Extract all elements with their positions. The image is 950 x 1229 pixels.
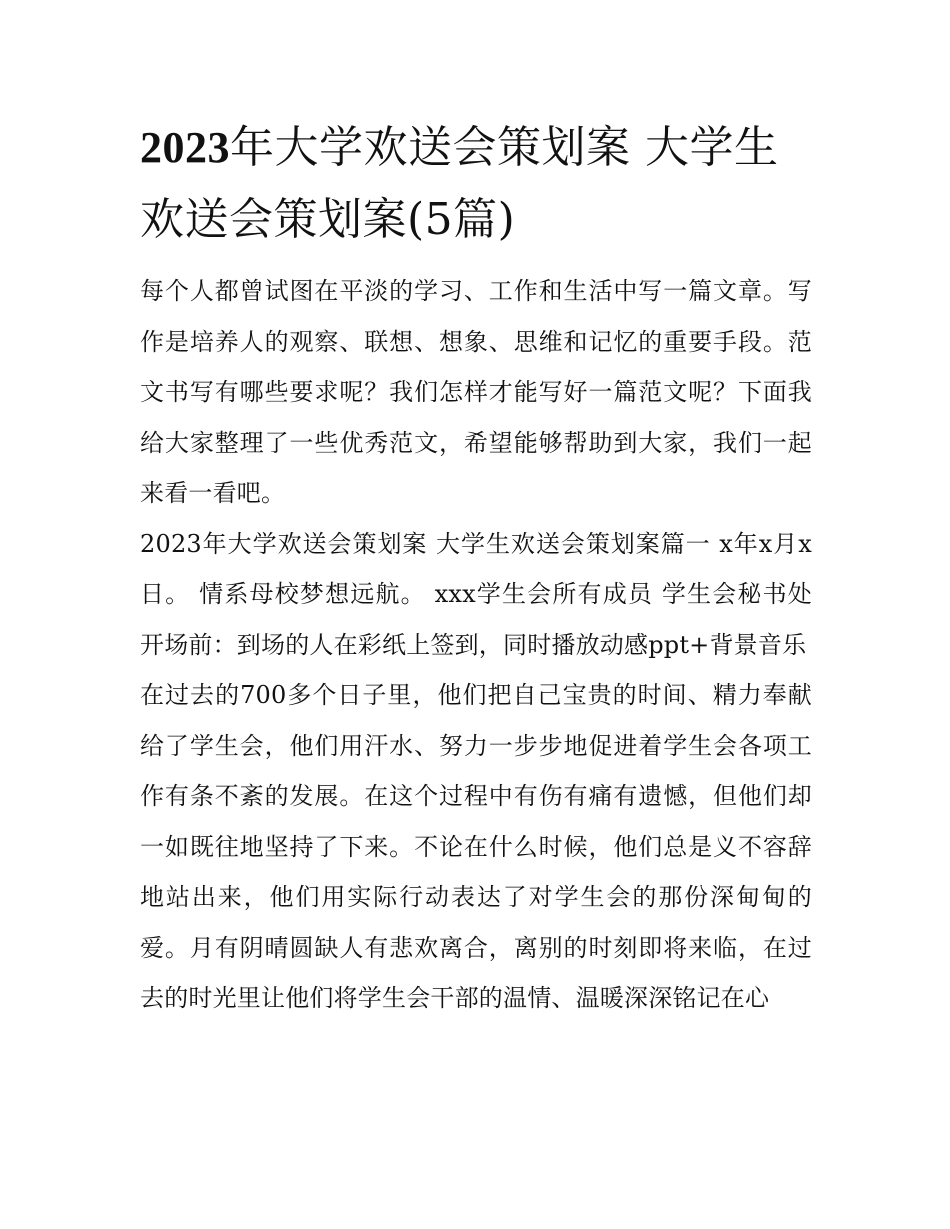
intro-paragraph: 每个人都曾试图在平淡的学习、工作和生活中写一篇文章。写作是培养人的观察、联想、想象、思维和记忆的重要手段。范文书写有哪些要求呢？我们怎样才能写好一篇范文呢？下面我给大家整理了一些优秀范文，希望能够帮助到大家，我们一起来看一看吧。 [140, 277, 812, 507]
document-body [140, 266, 812, 1024]
plan-paragraph: 2023年大学欢送会策划案 大学生欢送会策划案篇一 x年x月x日。 情系母校梦想远航。 xxx学生会所有成员 学生会秘书处 开场前：到场的人在彩纸上签到，同时播放动感ppt+背景音乐 [140, 529, 812, 659]
title-text: 年大学欢送会策划案 大学生欢送会策划案(5篇) [140, 122, 779, 245]
document-title [140, 112, 812, 256]
title-year: 2023 [140, 123, 230, 172]
speech-paragraph: 在过去的700多个日子里，他们把自己宝贵的时间、精力奉献给了学生会，他们用汗水、努力一步步地促进着学生会各项工作有条不紊的发展。在这个过程中有伤有痛有遗憾，但他们却一如既往地坚持了下来。不论在什么时候，他们总是义不容辞地站出来，他们用实际行动表达了对学生会的那份深甸甸的爱。月有阴晴圆缺人有悲欢离合，离别的时刻即将来临，在过去的时光里让他们将学生会干部的温情、温暖深深铭记在心 [140, 681, 812, 1012]
document-content [140, 112, 812, 1024]
